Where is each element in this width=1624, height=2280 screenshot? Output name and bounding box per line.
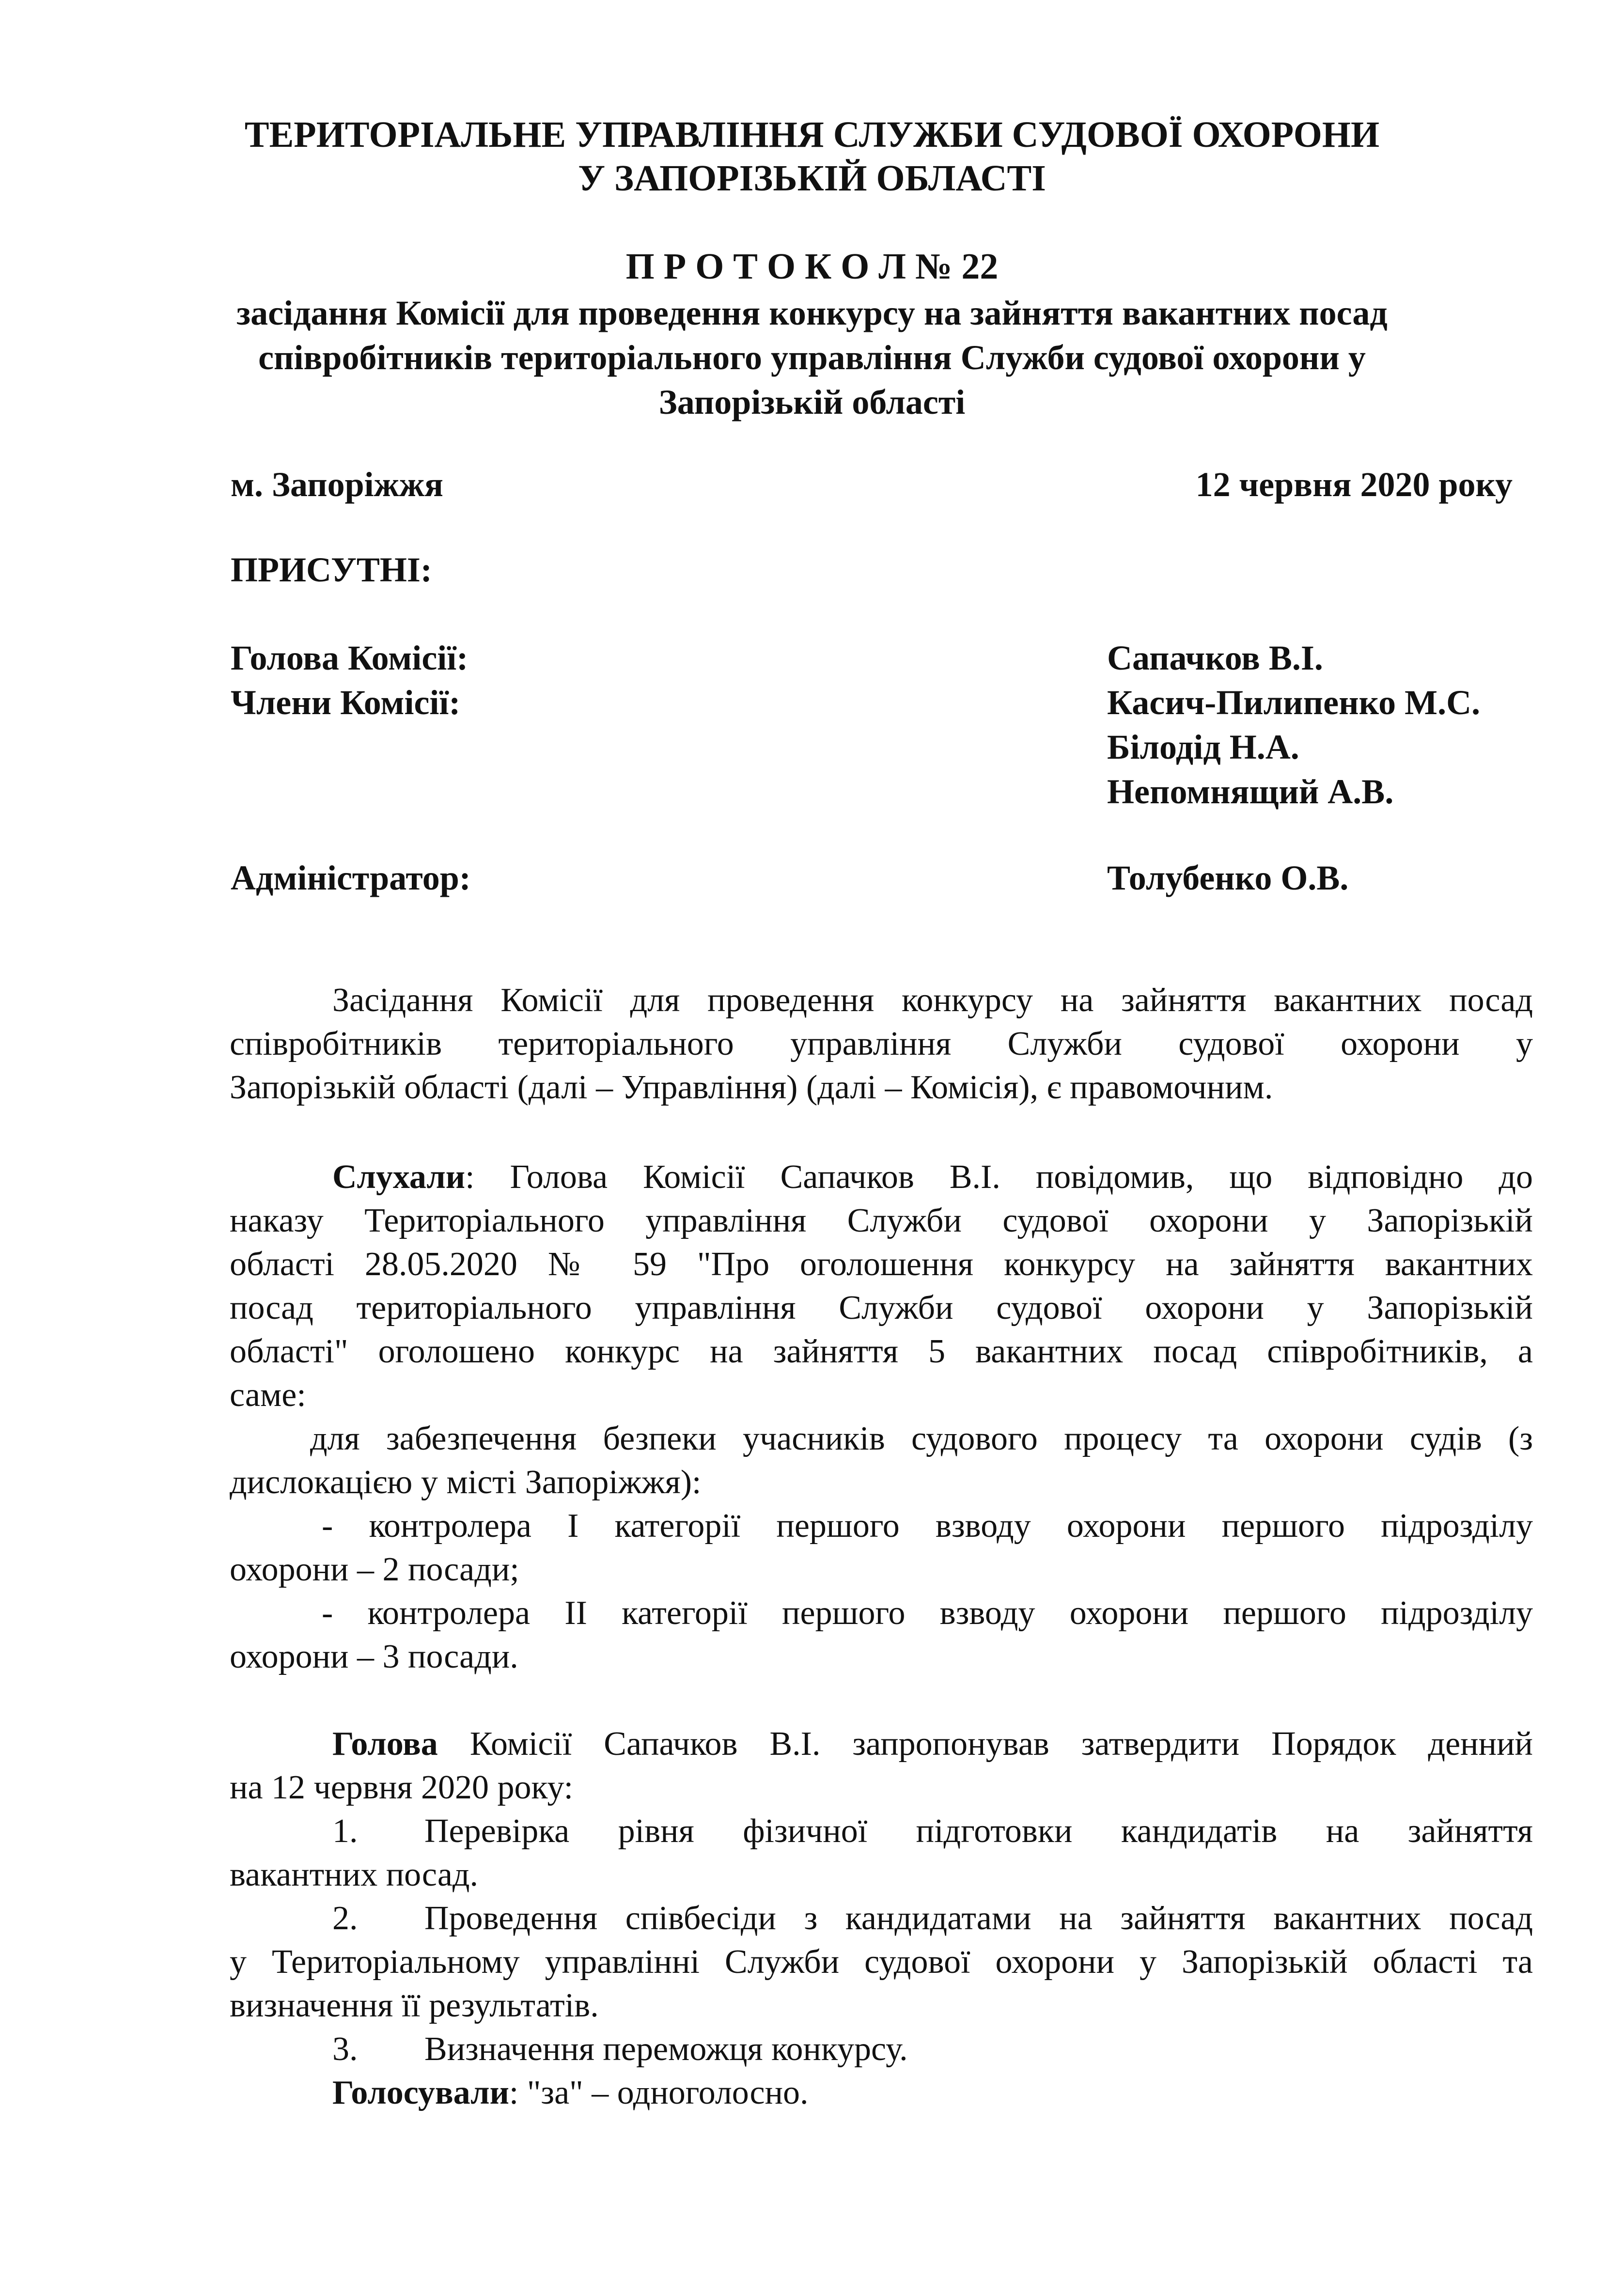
member-name: Непомнящий А.В.: [1107, 772, 1394, 811]
heard-line1: [332, 1156, 1533, 1199]
proposal-line1-text: Комісії Сапачков В.І. запропонував затвердити Порядок денний: [437, 1725, 1533, 1763]
agenda-item2-line3: визначення її результатів.: [230, 1987, 599, 2024]
heard-line9: - контролера I категорії першого взводу охорони першого підрозділу: [322, 1507, 1533, 1545]
admin-name: Толубенко О.В.: [1107, 859, 1349, 897]
protocol-subtitle-line1: засідання Комісії для проведення конкурсу на зайняття вакантних посад: [236, 294, 1388, 332]
chair-label: Голова Комісії:: [231, 639, 468, 677]
protocol-subtitle-line3: Запорізькій області: [658, 383, 966, 422]
heard-line6: саме:: [230, 1376, 306, 1414]
vote-label: Голосували: [332, 2074, 509, 2111]
date: 12 червня 2020 року: [1195, 465, 1513, 504]
member-name: Касич-Пилипенко М.С.: [1107, 683, 1481, 722]
agenda-item2-number: 2.: [332, 1900, 358, 1937]
heard-line5: області" оголошено конкурс на зайняття 5 вакантних посад співробітників, а: [230, 1333, 1533, 1370]
admin-label: Адміністратор:: [231, 859, 471, 897]
heard-line12: охорони – 3 посади.: [230, 1638, 518, 1675]
agenda-item1-number: 1.: [332, 1812, 358, 1850]
agenda-item2-line1: Проведення співбесіди з кандидатами на зайняття вакантних посад: [424, 1900, 1533, 1937]
org-name-line2: У ЗАПОРІЗЬКІЙ ОБЛАСТІ: [578, 158, 1046, 199]
protocol-title: П Р О Т О К О Л № 22: [625, 246, 999, 287]
para1-line1: Засідання Комісії для проведення конкурсу на зайняття вакантних посад: [332, 982, 1533, 1019]
heard-label: Слухали: [332, 1158, 466, 1196]
para1-line3: Запорізькій області (далі – Управління) (далі – Комісія), є правомочним.: [230, 1069, 1273, 1106]
agenda-item3-line1: Визначення переможця конкурсу.: [424, 2030, 908, 2068]
agenda-item1-line2: вакантних посад.: [230, 1856, 479, 1893]
heard-line10: охорони – 2 посади;: [230, 1551, 519, 1588]
city: м. Запоріжжя: [231, 465, 443, 504]
heard-line1-text: : Голова Комісії Сапачков В.І. повідомив, що відповідно до: [465, 1158, 1533, 1196]
para1-line2: співробітників територіального управління Служби судової охорони у: [230, 1025, 1533, 1062]
protocol-subtitle-line2: співробітників територіального управління Служби судової охорони у: [258, 338, 1366, 377]
heard-line4: посад територіального управління Служби судової охорони у Запорізькій: [230, 1289, 1533, 1327]
chair-name: Сапачков В.І.: [1107, 639, 1323, 677]
org-name-line1: ТЕРИТОРІАЛЬНЕ УПРАВЛІННЯ СЛУЖБИ СУДОВОЇ ОХОРОНИ: [244, 114, 1380, 155]
proposal-label: Голова: [332, 1725, 438, 1763]
heard-line3: області 28.05.2020 № 59 "Про оголошення конкурсу на зайняття вакантних: [230, 1246, 1533, 1283]
present-heading: ПРИСУТНІ:: [231, 550, 432, 589]
agenda-item1-line1: Перевірка рівня фізичної підготовки кандидатів на зайняття: [424, 1812, 1533, 1850]
agenda-item2-line2: у Територіальному управлінні Служби судової охорони у Запорізькій області та: [230, 1943, 1533, 1981]
heard-line7: для забезпечення безпеки учасників судового процесу та охорони судів (з: [310, 1420, 1533, 1457]
vote-line: [332, 2071, 809, 2115]
heard-line2: наказу Територіального управління Служби судової охорони у Запорізькій: [230, 1202, 1533, 1239]
member-name: Білодід Н.А.: [1107, 728, 1299, 766]
proposal-line2: на 12 червня 2020 року:: [230, 1769, 574, 1806]
heard-line8: дислокацією у місті Запоріжжя):: [230, 1464, 702, 1501]
members-label: Члени Комісії:: [231, 683, 461, 722]
proposal-line1: [332, 1722, 1533, 1766]
agenda-item3-number: 3.: [332, 2030, 358, 2068]
heard-line11: - контролера II категорії першого взводу охорони першого підрозділу: [322, 1594, 1533, 1632]
vote-result: : "за" – одноголосно.: [509, 2074, 809, 2111]
